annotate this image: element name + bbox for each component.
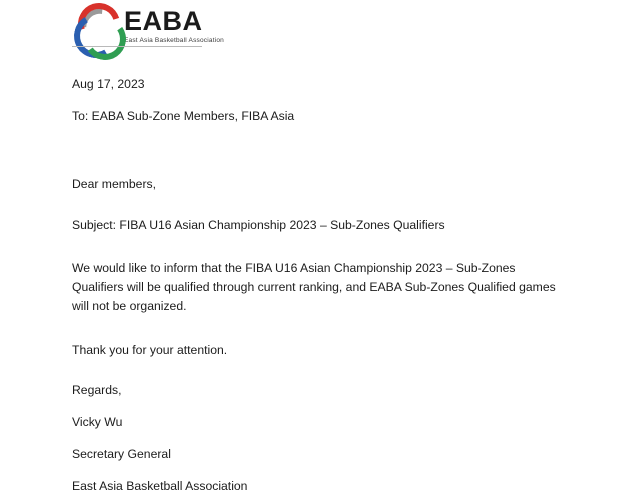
eaba-basketball-logo-icon [72, 2, 118, 50]
signer-org: East Asia Basketball Association [72, 479, 248, 493]
logo-wordmark [124, 5, 224, 45]
spacer [72, 122, 564, 178]
signer-title: Secretary General [72, 447, 171, 462]
letter-paragraph: We would like to inform that the FIBA U16 Asian Championship 2023 – Sub-Zones Qualifiers will be qualified through current ranking, and EABA Sub-Zones Qualified games will not be organized. [72, 260, 556, 313]
spacer [72, 356, 564, 384]
spacer [72, 191, 564, 219]
spacer [72, 428, 564, 448]
spacer [72, 460, 564, 480]
letterhead-divider [72, 46, 202, 47]
letter-date: Aug 17, 2023 [72, 77, 145, 91]
spacer [72, 90, 564, 110]
letter-body [72, 78, 564, 493]
letter-thanks: Thank you for your attention. [72, 342, 228, 357]
letter-recipient: To: EABA Sub-Zone Members, FIBA Asia [72, 109, 295, 124]
letterhead [72, 0, 272, 52]
letter-salutation: Dear members, [72, 177, 156, 192]
signer-name: Vicky Wu [72, 414, 123, 429]
letter-subject: Subject: FIBA U16 Asian Championship 2023 – Sub-Zones Qualifiers [72, 217, 445, 232]
org-full-name: East Asia Basketball Association [124, 36, 224, 44]
spacer [72, 231, 564, 259]
spacer [72, 316, 564, 344]
letter-regards: Regards, [72, 382, 122, 397]
spacer [72, 396, 564, 416]
org-abbrev: EABA [124, 5, 203, 36]
